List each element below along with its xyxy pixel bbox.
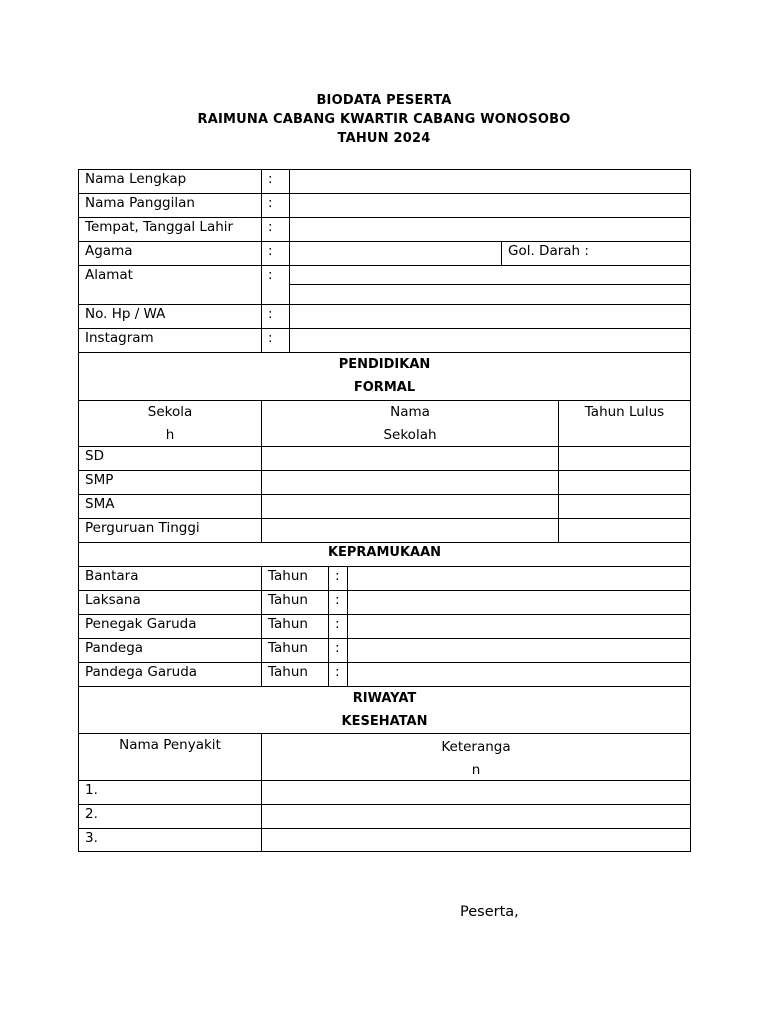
input-tahun-lulus-smp[interactable] (558, 470, 691, 495)
col-header-nama-penyakit: Nama Penyakit (78, 733, 262, 781)
kesehatan-heading-line1: RIWAYAT (352, 691, 417, 706)
kesehatan-row-number: 1. (78, 780, 262, 805)
section-kepramukaan-heading: KEPRAMUKAAN (78, 542, 691, 567)
col-header-nama-sekolah (261, 400, 559, 447)
input-tahun-lulus-pt[interactable] (558, 518, 691, 543)
input-nama-lengkap[interactable] (289, 169, 691, 194)
colon: : (328, 590, 348, 615)
label-alamat: Alamat (78, 265, 262, 305)
biodata-form (78, 169, 691, 852)
colon: : (328, 662, 348, 687)
input-alamat-line2[interactable] (289, 284, 691, 305)
label-ttl: Tempat, Tanggal Lahir (78, 217, 262, 242)
col-header-sekolah (78, 400, 262, 447)
input-nama-sekolah-sd[interactable] (261, 446, 559, 471)
kepramukaan-row-label: Bantara (78, 566, 262, 591)
input-keterangan-2[interactable] (261, 804, 691, 829)
input-keterangan-1[interactable] (261, 780, 691, 805)
col-header-sekolah-a: Sekola (147, 404, 193, 420)
label-nama-panggilan: Nama Panggilan (78, 193, 262, 218)
doc-title-line1: BIODATA PESERTA (316, 93, 452, 108)
kesehatan-row-number: 2. (78, 804, 262, 829)
input-nama-sekolah-pt[interactable] (261, 518, 559, 543)
col-header-nama-a: Nama (390, 404, 430, 420)
input-tahun-laksana[interactable] (347, 590, 691, 615)
tahun-label: Tahun (261, 566, 329, 591)
input-instagram[interactable] (289, 328, 691, 353)
signature-label-peserta: Peserta, (460, 904, 519, 920)
label-hp: No. Hp / WA (78, 304, 262, 329)
input-alamat-line1[interactable] (289, 265, 691, 285)
colon: : (328, 614, 348, 639)
input-tahun-lulus-sma[interactable] (558, 494, 691, 519)
col-header-keterangan-b: n (471, 762, 481, 778)
tahun-label: Tahun (261, 614, 329, 639)
colon: : (261, 265, 290, 305)
colon: : (261, 241, 290, 266)
input-tahun-pandega[interactable] (347, 638, 691, 663)
colon: : (261, 217, 290, 242)
kesehatan-heading-line2: KESEHATAN (341, 714, 428, 729)
input-tahun-pandega-garuda[interactable] (347, 662, 691, 687)
input-tahun-lulus-sd[interactable] (558, 446, 691, 471)
colon: : (328, 638, 348, 663)
input-hp[interactable] (289, 304, 691, 329)
input-nama-panggilan[interactable] (289, 193, 691, 218)
input-tahun-penegak-garuda[interactable] (347, 614, 691, 639)
tahun-label: Tahun (261, 590, 329, 615)
doc-title-line2: RAIMUNA CABANG KWARTIR CABANG WONOSOBO (197, 112, 571, 127)
input-nama-sekolah-smp[interactable] (261, 470, 559, 495)
label-agama: Agama (78, 241, 262, 266)
input-tahun-bantara[interactable] (347, 566, 691, 591)
pendidikan-row-label: Perguruan Tinggi (78, 518, 262, 543)
pendidikan-row-label: SD (78, 446, 262, 471)
kesehatan-row-number: 3. (78, 828, 262, 852)
pendidikan-heading-line1: PENDIDIKAN (338, 357, 431, 372)
colon: : (328, 566, 348, 591)
colon: : (261, 328, 290, 353)
input-nama-sekolah-sma[interactable] (261, 494, 559, 519)
doc-title-line3: TAHUN 2024 (337, 131, 431, 146)
colon: : (261, 193, 290, 218)
tahun-label: Tahun (261, 662, 329, 687)
tahun-label: Tahun (261, 638, 329, 663)
pendidikan-row-label: SMA (78, 494, 262, 519)
colon: : (261, 169, 290, 194)
kepramukaan-row-label: Pandega (78, 638, 262, 663)
col-header-keterangan-a: Keteranga (441, 739, 511, 755)
input-agama[interactable] (289, 241, 502, 266)
col-header-keterangan (261, 733, 691, 781)
kepramukaan-row-label: Penegak Garuda (78, 614, 262, 639)
input-keterangan-3[interactable] (261, 828, 691, 852)
kepramukaan-row-label: Pandega Garuda (78, 662, 262, 687)
col-header-tahun-lulus: Tahun Lulus (558, 400, 691, 447)
section-kesehatan-heading (78, 686, 691, 734)
col-header-sekolah-b: h (165, 427, 175, 443)
col-header-nama-b: Sekolah (383, 427, 437, 443)
colon: : (261, 304, 290, 329)
section-pendidikan-heading (78, 352, 691, 401)
pendidikan-heading-line2: FORMAL (353, 380, 416, 395)
kepramukaan-row-label: Laksana (78, 590, 262, 615)
input-ttl[interactable] (289, 217, 691, 242)
label-instagram: Instagram (78, 328, 262, 353)
label-nama-lengkap: Nama Lengkap (78, 169, 262, 194)
pendidikan-row-label: SMP (78, 470, 262, 495)
gol-darah-field[interactable]: Gol. Darah : (501, 241, 691, 266)
